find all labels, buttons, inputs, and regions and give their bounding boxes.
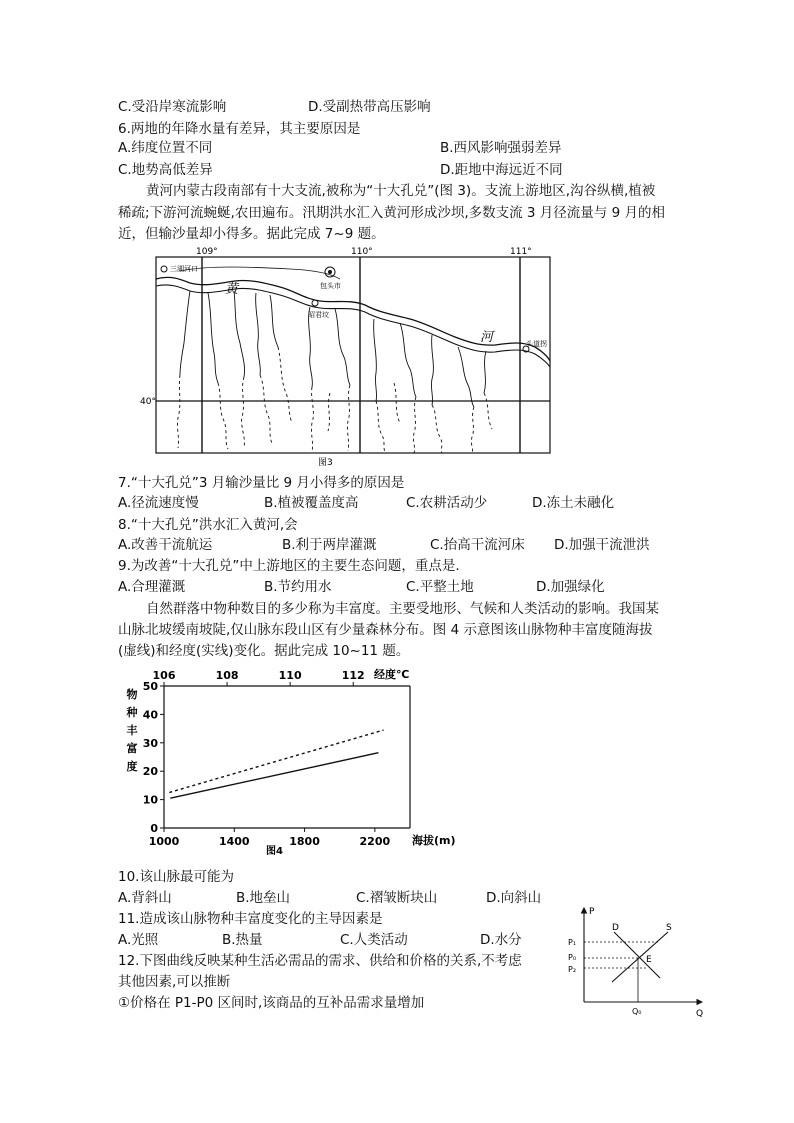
place-sanhu: 三湖河口 xyxy=(170,265,198,273)
chart-axes xyxy=(164,686,410,828)
chart-caption: 图4 xyxy=(266,846,283,857)
sanhu-marker xyxy=(161,266,167,272)
supply-demand-diagram xyxy=(562,902,712,1022)
q7-option-c: C.农耕活动少 xyxy=(406,495,488,511)
q7-option-d: D.冻土未融化 xyxy=(532,495,615,511)
q5-option-d: D.受副热带高压影响 xyxy=(308,99,431,115)
species-richness-chart xyxy=(118,664,458,860)
p2-label: P₂ xyxy=(568,965,577,974)
x2-tick-label: 106 xyxy=(152,669,176,682)
lon-label-109: 109° xyxy=(196,247,218,257)
q6-option-b: B.西风影响强弱差异 xyxy=(440,140,562,156)
supply-label: S xyxy=(666,923,672,933)
river-upper-loop xyxy=(180,267,340,279)
passage1-line3: 近，但输沙量却小得多。据此完成 7~9 题。 xyxy=(118,226,385,242)
passage1-line1: 黄河内蒙古段南部有十大支流,被称为“十大孔兑”(图 3)。支流上游地区,沟谷纵横,植被 xyxy=(146,183,656,199)
q9-option-d: D.加强绿化 xyxy=(536,579,605,595)
y-tick-label: 0 xyxy=(150,822,158,835)
map-frame xyxy=(156,257,550,453)
q8-option-a: A.改善干流航运 xyxy=(118,537,213,553)
y-axis-label-char: 丰 xyxy=(126,724,138,737)
q7-stem: 7.“十大孔兑”3 月输沙量比 9 月小得多的原因是 xyxy=(118,475,405,491)
place-toudao: 头道拐 xyxy=(526,340,547,348)
q11-stem: 11.造成该山脉物种丰富度变化的主导因素是 xyxy=(118,911,383,927)
q8-option-b: B.利于两岸灌溉 xyxy=(282,537,377,553)
axis-p-label: P xyxy=(589,907,595,917)
river-label-huang: 黄 xyxy=(225,282,239,297)
yellow-river-south-bank xyxy=(156,285,550,367)
q9-stem: 9.为改善“十大孔兑”中上游地区的主要生态问题，重点是. xyxy=(118,558,460,574)
y-axis-label-char: 富 xyxy=(126,742,138,755)
place-baotou: 包头市 xyxy=(320,282,341,290)
axis-q-label: Q xyxy=(696,1009,704,1019)
yellow-river-north-bank xyxy=(156,277,550,361)
q10-option-b: B.地垒山 xyxy=(236,890,291,906)
passage1-line2: 稀疏;下游河流蜿蜒,农田遍布。汛期洪水汇入黄河形成沙坝,多数支流 3 月径流量与 9 月的相 xyxy=(118,205,665,221)
passage2-line2: 山脉北坡缓南坡陡,仅山脉东段山区有少量森林分布。图 4 示意图该山脉物种丰富度随海拔 xyxy=(118,622,653,638)
y-axis-label-char: 度 xyxy=(126,760,138,773)
q6-option-a: A.纬度位置不同 xyxy=(118,140,213,156)
q10-option-d: D.向斜山 xyxy=(486,890,542,906)
tributaries-dashed xyxy=(177,347,492,453)
q10-stem: 10.该山脉最可能为 xyxy=(118,869,234,885)
y-axis-label-char: 种 xyxy=(126,706,138,719)
q8-option-d: D.加强干流泄洪 xyxy=(554,537,650,553)
q6-option-d: D.距地中海远近不同 xyxy=(440,162,563,178)
x-tick-label: 1800 xyxy=(289,835,320,848)
zhaojun-marker xyxy=(312,300,318,306)
y-tick-label: 20 xyxy=(142,765,158,779)
q0-label: Q₀ xyxy=(632,1007,642,1016)
place-zhaojun: 昭君坟 xyxy=(308,311,329,319)
y-tick-label: 50 xyxy=(142,680,158,693)
passage2-line1: 自然群落中物种数目的多少称为丰富度。主要受地形、气候和人类活动的影响。我国某 xyxy=(146,601,659,617)
map-caption: 图3 xyxy=(318,458,333,468)
baotou-marker-inner xyxy=(328,270,332,274)
x-tick-label: 1400 xyxy=(218,835,250,848)
q11-option-a: A.光照 xyxy=(118,932,159,948)
passage2-line3: (虚线)和经度(实线)变化。据此完成 10~11 题。 xyxy=(118,643,410,659)
y-tick-label: 30 xyxy=(142,736,158,750)
y-tick-label: 10 xyxy=(142,793,158,807)
q9-option-c: C.平整土地 xyxy=(406,579,474,595)
q9-option-a: A.合理灌溉 xyxy=(118,579,186,595)
supply-curve xyxy=(612,932,668,982)
q10-option-c: C.褶皱断块山 xyxy=(356,890,438,906)
lon-label-110: 110° xyxy=(351,247,373,257)
q7-option-b: B.植被覆盖度高 xyxy=(264,495,359,511)
q8-stem: 8.“十大孔兑”洪水汇入黄河,会 xyxy=(118,517,298,533)
altitude-series-line xyxy=(169,730,383,792)
chart-series xyxy=(169,730,383,798)
equilibrium-label: E xyxy=(646,955,652,965)
river-map-figure xyxy=(140,243,560,468)
q11-option-b: B.热量 xyxy=(222,932,263,948)
x2-axis-label: 经度℃ xyxy=(374,668,410,681)
p1-label: P₁ xyxy=(568,938,577,947)
q12-line1: 12.下图曲线反映某种生活必需品的需求、供给和价格的关系,不考虑 xyxy=(118,953,522,969)
q6-stem: 6.两地的年降水量有差异，其主要原因是 xyxy=(118,121,361,137)
lon-label-111: 111° xyxy=(510,247,532,257)
x-tick-label: 2200 xyxy=(359,835,391,848)
q10-option-a: A.背斜山 xyxy=(118,890,172,906)
x2-tick-label: 110 xyxy=(278,669,302,682)
x-tick-label: 1000 xyxy=(148,835,180,848)
q5-option-c: C.受沿岸寒流影响 xyxy=(118,99,227,115)
q7-option-a: A.径流速度慢 xyxy=(118,495,199,511)
q12-line2: 其他因素,可以推断 xyxy=(118,974,231,990)
x2-tick-label: 108 xyxy=(215,669,239,682)
q12-item1: ①价格在 P1-P0 区间时,该商品的互补品需求量增加 xyxy=(118,995,425,1011)
q11-option-d: D.水分 xyxy=(480,932,522,948)
q6-option-c: C.地势高低差异 xyxy=(118,162,213,178)
q9-option-b: B.节约用水 xyxy=(264,579,332,595)
p0-label: P₀ xyxy=(568,953,577,962)
x2-tick-label: 112 xyxy=(341,669,365,682)
q11-option-c: C.人类活动 xyxy=(340,932,408,948)
y-axis-label-char: 物 xyxy=(126,688,138,701)
longitude-series-line xyxy=(170,753,378,798)
demand-curve xyxy=(614,932,660,978)
q8-option-c: C.抬高干流河床 xyxy=(430,537,525,553)
x-axis-label: 海拔(m) xyxy=(412,834,456,847)
y-tick-label: 40 xyxy=(142,708,158,722)
demand-label: D xyxy=(612,923,619,933)
river-label-he: 河 xyxy=(480,330,494,345)
lat-label-40: 40° xyxy=(140,397,156,407)
